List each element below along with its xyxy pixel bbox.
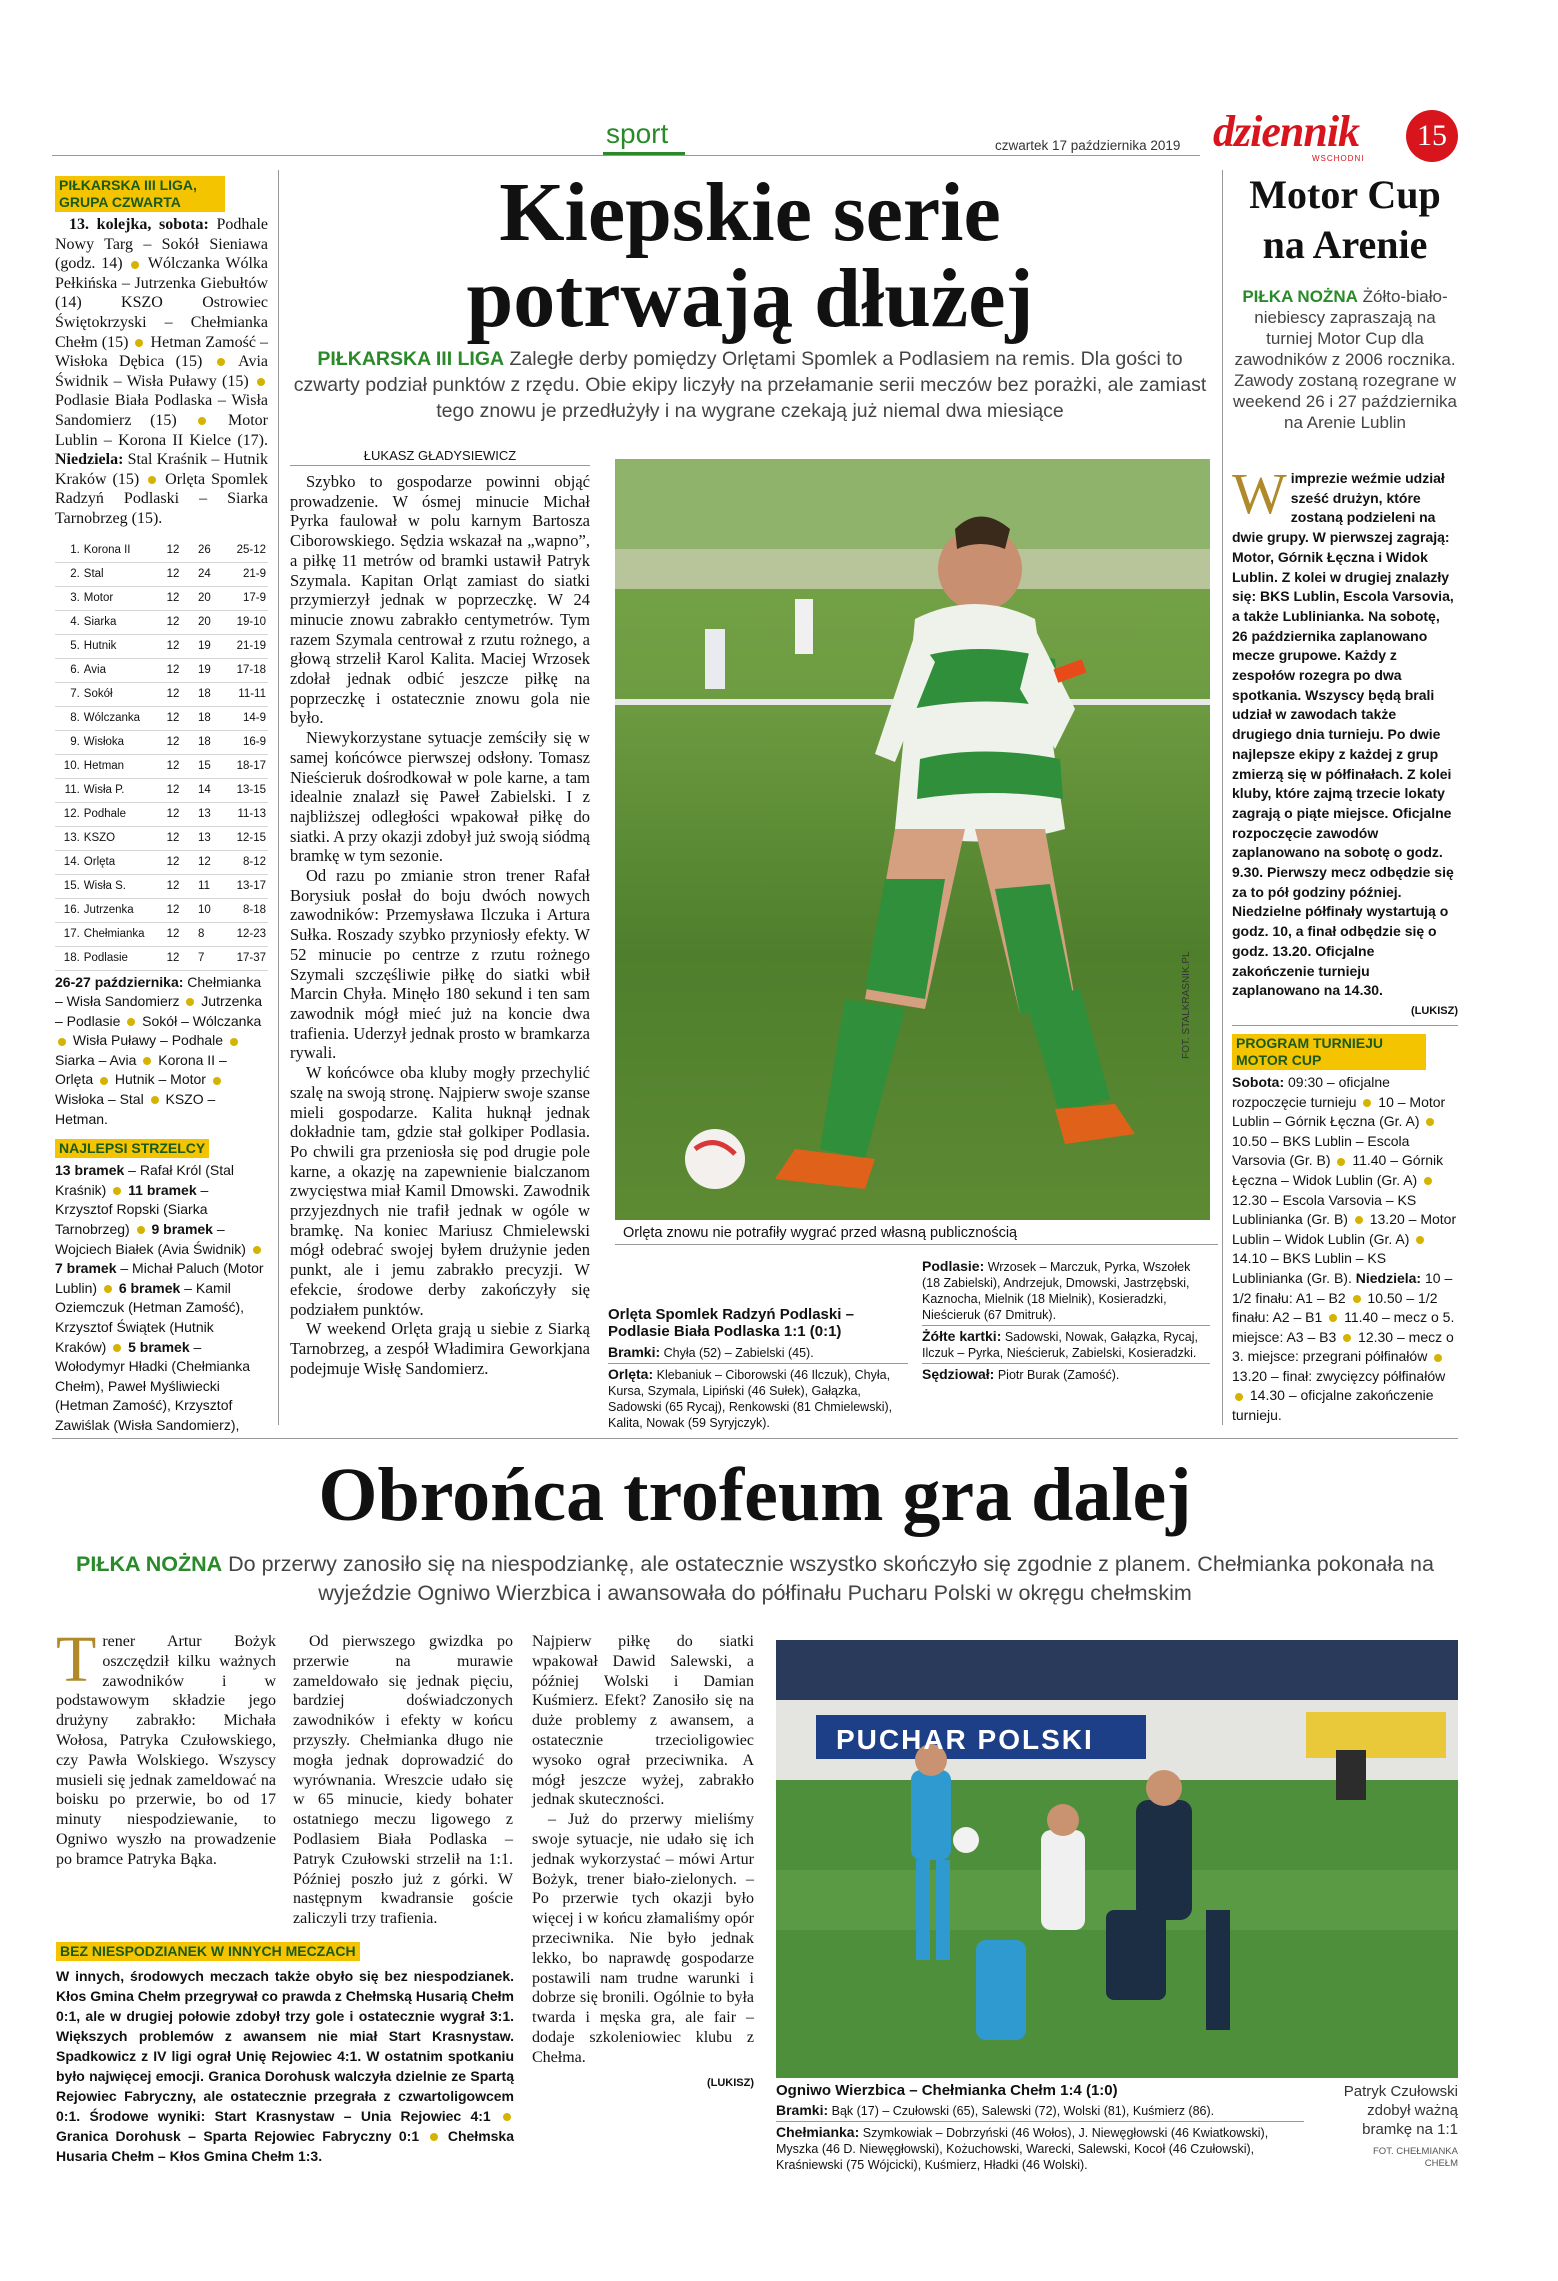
table-row — [55, 826, 268, 850]
next-round-label: 26-27 października: — [55, 973, 184, 990]
table-cell-pos: 12. — [55, 802, 82, 826]
bullet-dot-icon — [127, 1018, 135, 1026]
bullet-dot-icon — [113, 1187, 121, 1195]
second-lineup-label: Chełmianka: — [776, 2124, 860, 2140]
table-row — [55, 539, 268, 563]
table-cell-m: 12 — [165, 539, 196, 563]
match-goals — [608, 1340, 908, 1364]
player-illustration — [615, 459, 1210, 1220]
table-cell-pos: 14. — [55, 850, 82, 874]
table-cell-pts: 12 — [196, 850, 227, 874]
table-cell-pos: 16. — [55, 898, 82, 922]
podlasie-lineup — [922, 1258, 1210, 1323]
fixtures-text: Podhale Nowy Targ – Sokół Sieniawa (godz. 14) Wólczanka Wólka Pełkińska – Jutrzenka Giebułtów (14) KSZO Ostrowiec Świętokrzyski – Chełmianka Chełm (15) Hetman Zamość – Wisłoka Dębica (15) Avia Świdnik – Wisła Puławy (15) Podlasie Biała Podlaska – Wisła Sandomierz (15) Motor Lublin – Korona II Kielce (17). — [55, 216, 269, 449]
paragraph: Niewykorzystane sytuacje zemściły się w samej końcówce pierwszej odsłony. Tomasz Nieścieruk dośrodkował w pole karne, a tam idealnie znalazł się Paweł Zabielski. I z najbliższej odległości wpakował piłkę do siatki. A przy okazji zdobył już swoją siódmą bramkę w tym sezonie. — [290, 728, 590, 866]
second-col-3b: – Już do przerwy mieliśmy swoje sytuacje, nie udało się ich jednak wykorzystać – mówi Artur Bożyk, trener biało-zielonych. – Po przerwie tych okazji było więcej i w końcu złamaliśmy opór przeciwnika. Nie było jednak lekko, bo naprawdę gospodarze postawili nam trudne warunki i dobrze się bronili. Ogólnie to była twarda i męska gra, ale fair – dodaje szkoleniowiec klubu z Chełma. — [532, 1811, 754, 2066]
cards — [922, 1325, 1210, 1361]
bullet-dot-icon — [151, 1096, 159, 1104]
second-dropcap: T — [56, 1623, 97, 1696]
table-cell-team: Wisła S. — [82, 874, 165, 898]
table-cell-pts: 15 — [196, 754, 227, 778]
bullet-dot-icon — [135, 339, 143, 347]
section-rule — [52, 1438, 1458, 1439]
scorers-6-label: 6 bramek — [118, 1279, 181, 1296]
bullet-dot-icon — [1424, 1177, 1432, 1185]
table-row — [55, 562, 268, 586]
table-cell-m: 12 — [165, 610, 196, 634]
table-cell-goals: 18-17 — [227, 754, 268, 778]
column-rule — [278, 170, 279, 1425]
bullet-dot-icon — [1434, 1354, 1442, 1362]
table-cell-pos: 9. — [55, 730, 82, 754]
article-col-2 — [608, 1258, 908, 1431]
motor-title-2: na Arenie — [1262, 222, 1428, 267]
table-cell-pos: 1. — [55, 539, 82, 563]
table-cell-m: 12 — [165, 946, 196, 970]
table-cell-pos: 18. — [55, 946, 82, 970]
table-cell-m: 12 — [165, 898, 196, 922]
other-matches-body: W innych, środowych meczach także obyło się bez niespodzianek. Kłos Gmina Chełm przegrywał co prawda z Chełmską Husarią Chełm 0:1, ale w drugiej połowie zdobył trzy gole i ostatecznie wygrał 3:1. Większych problemów z awansem nie miał Start Krasnystaw. Spadkowicz z IV ligi ograł Unię Rejowiec 4:1. W ostatnim spotkaniu było najwięcej emocji. Granica Dorohusk walczyła dzielnie ze Spartą Rejowiec Fabryczny, ale ostatecznie przegrała z czwartoligowcem 0:1. — [56, 1968, 514, 2124]
orleta-lineup — [608, 1364, 908, 1431]
main-photo — [615, 459, 1210, 1220]
table-cell-pos: 6. — [55, 658, 82, 682]
second-match-goals — [776, 2100, 1304, 2122]
goals-text: Chyła (52) – Zabielski (45). — [663, 1346, 814, 1360]
table-cell-goals: 12-15 — [227, 826, 268, 850]
table-row — [55, 610, 268, 634]
issue-date: czwartek 17 października 2019 — [995, 138, 1181, 153]
table-cell-pos: 11. — [55, 778, 82, 802]
table-cell-pts: 14 — [196, 778, 227, 802]
table-cell-team: Hutnik — [82, 634, 165, 658]
second-lineup-text: Szymkowiak – Dobrzyński (46 Wołos), J. Niewęgłowski (46 Kwiatkowski), Myszka (46 D. Niewęgłowski), Kożuchowski, Warecki, Salewski, Kocoł (46 Czułowski), Kraśniewski (75 Wójcicki), Kuśmierz, Hładki (46 Wolski). — [776, 2126, 1269, 2172]
table-row — [55, 586, 268, 610]
table-row — [55, 874, 268, 898]
table-cell-team: Stal — [82, 562, 165, 586]
bullet-dot-icon — [113, 1344, 121, 1352]
table-cell-team: Chełmianka — [82, 922, 165, 946]
table-row — [55, 898, 268, 922]
article-lead — [290, 346, 1210, 424]
main-photo-credit: FOT. STALKRASNIK.PL — [1181, 951, 1192, 1059]
second-goals-text: Bąk (17) – Czułowski (65), Salewski (72), Wolski (81), Kuśmierz (86). — [831, 2104, 1215, 2118]
second-col-2-text: Od pierwszego gwizdka po przerwie na murawie zameldowało się jednak pięciu, bardziej doświadczonych zawodników i efekty w końcu przyszły. Chełmianka długo nie mogła jednak doprowadzić do wyrównania. Wreszcie udało się w 65 minucie, kiedy bohater ostatniego meczu ligowego z Podlasiem Biała Podlaska – Patryk Czułowski strzelił na 1:1. Później poszło już z górki. W następnym kwadransie goście zaliczyli trzy trafienia. — [293, 1633, 513, 1928]
bullet-dot-icon — [1329, 1314, 1337, 1322]
left-sidebar — [55, 176, 268, 1436]
table-cell-pts: 18 — [196, 730, 227, 754]
table-cell-m: 12 — [165, 922, 196, 946]
table-cell-goals: 11-13 — [227, 802, 268, 826]
bullet-dot-icon — [217, 358, 225, 366]
match-title: Orlęta Spomlek Radzyń Podlaski – Podlasie Biała Podlaska 1:1 (0:1) — [608, 1306, 854, 1340]
bullet-dot-icon — [1235, 1393, 1243, 1401]
second-lead-text: Do przerwy zanosiło się na niespodziankę, ale ostatecznie wszystko skończyło się zgodnie z planem. Chełmianka pokonała na wyjeździe Ogniwo Wierzbica i awansowała do półfinału Pucharu Polski w okręgu chełmskim — [228, 1552, 1434, 1605]
table-cell-team: Motor — [82, 586, 165, 610]
second-lineup — [776, 2122, 1304, 2173]
table-cell-pts: 20 — [196, 586, 227, 610]
table-cell-goals: 19-10 — [227, 610, 268, 634]
table-cell-pts: 19 — [196, 658, 227, 682]
table-cell-team: Wisłoka — [82, 730, 165, 754]
table-cell-m: 12 — [165, 658, 196, 682]
table-cell-pts: 11 — [196, 874, 227, 898]
bullet-dot-icon — [1353, 1295, 1361, 1303]
scorers — [55, 1161, 268, 1435]
table-cell-goals: 8-12 — [227, 850, 268, 874]
article-title-2: potrwają dłużej — [466, 252, 1034, 345]
bullet-dot-icon — [1416, 1236, 1424, 1244]
scorers-tag: NAJLEPSI STRZELCY — [55, 1139, 209, 1158]
column-rule — [1222, 170, 1223, 1425]
bullet-dot-icon — [198, 417, 206, 425]
other-matches-tag: BEZ NIESPODZIANEK W INNYCH MECZACH — [56, 1942, 360, 1961]
scorers-6: – Kamil Oziemczuk (Hetman Zamość), Krzysztof Świątek (Hutnik Kraków) — [55, 1279, 245, 1355]
scorers-5-label: 5 bramek — [128, 1338, 190, 1355]
table-cell-team: KSZO — [82, 826, 165, 850]
table-cell-goals: 13-15 — [227, 778, 268, 802]
scorers-9-label: 9 bramek — [151, 1221, 213, 1238]
motor-dropcap: W — [1232, 461, 1287, 526]
table-cell-goals: 16-9 — [227, 730, 268, 754]
motor-body-text: imprezie weźmie udział sześć drużyn, które zostaną podzieleni na dwie grupy. W pierwszej zagrają: Motor, Górnik Łęczna i Widok Lublin. Z kolei w drugiej znalazły się: BKS Lublin, Escola Varsovia, a także Lublinianka. Na sobotę, 26 października zaplanowano mecze grupowe. Każdy z zespołów rozegra po dwa spotkania. Wszyscy będą brali udział w zawodach także drugiego dnia turnieju. Po dwie najlepsze ekipy z każdej z grup zmierzą się w półfinałach. Z kolei kluby, które zajmą trzecie lokaty zagrają o piąte miejsce. Oficjalne rozpoczęcie zawodów zaplanowano na sobotę o godz. 9.30. Pierwszy mecz odbędzie się za to pół godziny później. Niedzielne półfinały wystartują o godz. 10, a finał odbędzie się o godz. 13.20. Oficjalne zakończenie turnieju zaplanowano na 14.30. — [1232, 470, 1454, 999]
table-cell-pos: 15. — [55, 874, 82, 898]
second-photo-credit: FOT. CHEŁMIANKA CHEŁM — [1373, 2146, 1458, 2169]
table-row — [55, 706, 268, 730]
table-cell-goals: 17-9 — [227, 586, 268, 610]
motor-title-1: Motor Cup — [1249, 172, 1441, 217]
second-lead — [52, 1550, 1458, 1608]
bullet-dot-icon — [1355, 1216, 1363, 1224]
table-cell-team: Hetman — [82, 754, 165, 778]
other-matches-text — [56, 1966, 514, 2166]
table-cell-pts: 8 — [196, 922, 227, 946]
results-text: Start Krasnystaw – Unia Rejowiec 4:1 Granica Dorohusk – Sparta Rejowiec Fabryczny 0:1 Chełmska Husaria Chełm – Kłos Gmina Chełm 1:3. — [56, 2108, 514, 2164]
league-table — [55, 539, 268, 971]
table-cell-pts: 18 — [196, 682, 227, 706]
bullet-dot-icon — [100, 1077, 108, 1085]
table-cell-pos: 10. — [55, 754, 82, 778]
motor-lead-text: Żółto-biało-niebiescy zapraszają na turniej Motor Cup dla zawodników z 2006 rocznika. Zawody zostaną rozegrane w weekend 26 i 27 października na Arenie Lublin — [1233, 287, 1457, 432]
paragraph: Od razu po zmianie stron trener Rafał Borysiuk posłał do boju dwóch nowych zawodników: Przemysława Ilczuka i Artura Sułka. Roszady szybko przyniosły efekty. W 52 minucie po centrze z rzutu rożnego Szymali szczęśliwie piłkę do siatki wbił Marcin Chyła. Minęło 180 sekund i ten sam zawodnik mógł mieć już na koncie dwa trafienia. Uderzył jednak prosto w bramkarza rywali. — [290, 866, 590, 1063]
table-cell-m: 12 — [165, 802, 196, 826]
second-title: Obrońca trofeum gra dalej — [318, 1453, 1192, 1537]
article-col-3 — [922, 1258, 1210, 1383]
bullet-dot-icon — [1363, 1099, 1371, 1107]
bullet-dot-icon — [131, 261, 139, 269]
table-cell-pts: 26 — [196, 539, 227, 563]
table-cell-pos: 13. — [55, 826, 82, 850]
motor-lead — [1232, 286, 1458, 433]
scorers-9: – Wojciech Białek (Avia Świdnik) — [55, 1221, 264, 1257]
bullet-dot-icon — [430, 2133, 438, 2141]
bullet-dot-icon — [253, 1246, 261, 1254]
author: ŁUKASZ GŁADYSIEWICZ — [290, 448, 590, 466]
second-signature: (LUKISZ) — [706, 2076, 754, 2089]
second-lead-tag: PIŁKA NOŻNA — [76, 1552, 223, 1576]
table-row — [55, 682, 268, 706]
table-cell-goals: 14-9 — [227, 706, 268, 730]
table-cell-m: 12 — [165, 706, 196, 730]
table-cell-pts: 18 — [196, 706, 227, 730]
bullet-dot-icon — [58, 1038, 66, 1046]
scorers-5: – Wołodymyr Hładki (Chełmianka Chełm), Paweł Myśliwiecki (Hetman Zamość), Krzysztof Zawiślak (Wisła Sandomierz), — [55, 1338, 251, 1433]
second-col-1 — [56, 1623, 276, 1870]
table-cell-m: 12 — [165, 754, 196, 778]
second-col-3 — [532, 1632, 754, 2093]
scorers-7: – Michał Paluch (Motor Lublin) — [55, 1260, 264, 1296]
table-cell-goals: 13-17 — [227, 874, 268, 898]
article-title-1: Kiepskie serie — [499, 166, 1001, 259]
table-cell-m: 12 — [165, 586, 196, 610]
article-body-1 — [290, 472, 590, 1378]
bullet-dot-icon — [148, 476, 156, 484]
lead-tag: PIŁKARSKA III LIGA — [317, 348, 505, 370]
lead-text: Zaległe derby pomiędzy Orlętami Spomlek a Podlasiem na remis. Dla gości to czwarty podział punktów z rzędu. Obie ekipy liczyły na przełamanie serii meczów bez porażki, ale zamiast tego znowu je przedłużyły i na wygrane czekają już niemal dwa miesiące — [293, 348, 1207, 422]
table-cell-pos: 4. — [55, 610, 82, 634]
next-round-text: Chełmianka – Wisła Sandomierz Jutrzenka – Podlasie Sokół – Wólczanka Wisła Puławy – Podhale Siarka – Avia Korona II – Orlęta Hutnik – Motor Wisłoka – Stal KSZO – Hetman. — [55, 973, 262, 1127]
second-photo-caption: Patryk Czułowski zdobył ważną bramkę na 1:1 — [1343, 2083, 1458, 2138]
motor-lead-tag: PIŁKA NOŻNA — [1242, 287, 1358, 306]
second-match-title: Ogniwo Wierzbica – Chełmianka Chełm 1:4 (1:0) — [776, 2082, 1118, 2099]
table-cell-team: Jutrzenka — [82, 898, 165, 922]
table-cell-team: Wisła P. — [82, 778, 165, 802]
table-cell-pts: 13 — [196, 802, 227, 826]
header-rule — [52, 155, 1200, 156]
league-tag: PIŁKARSKA III LIGA, GRUPA CZWARTA — [55, 176, 225, 212]
table-cell-goals: 11-11 — [227, 682, 268, 706]
table-cell-pts: 20 — [196, 610, 227, 634]
table-cell-pts: 19 — [196, 634, 227, 658]
bullet-dot-icon — [143, 1057, 151, 1065]
table-cell-goals: 8-18 — [227, 898, 268, 922]
second-col-2 — [293, 1632, 513, 1929]
table-cell-pos: 17. — [55, 922, 82, 946]
page-number: 15 — [1406, 110, 1458, 162]
table-cell-team: Sokół — [82, 682, 165, 706]
table-cell-pts: 7 — [196, 946, 227, 970]
table-cell-goals: 12-23 — [227, 922, 268, 946]
section-label: sport — [606, 118, 669, 149]
fixtures — [55, 215, 268, 529]
table-cell-pts: 24 — [196, 562, 227, 586]
second-photo — [776, 1640, 1458, 2078]
table-cell-pts: 10 — [196, 898, 227, 922]
program-tag: PROGRAM TURNIEJU MOTOR CUP — [1232, 1034, 1426, 1070]
other-matches-box — [56, 1942, 514, 2166]
table-cell-team: Podlasie — [82, 946, 165, 970]
table-cell-team: Siarka — [82, 610, 165, 634]
table-row — [55, 730, 268, 754]
table-cell-team: Orlęta — [82, 850, 165, 874]
bullet-dot-icon — [186, 998, 194, 1006]
table-row — [55, 754, 268, 778]
podlasie-label: Podlasie: — [922, 1258, 985, 1274]
logo: dziennik — [1213, 107, 1360, 156]
table-cell-m: 12 — [165, 778, 196, 802]
table-cell-goals: 17-37 — [227, 946, 268, 970]
second-col-1-text: rener Artur Bożyk oszczędził kilku ważnych zawodników i w podstawowym składzie jego drużyny zabrakło: Michała Wołosa, Patryka Czułowskiego, czy Pawła Wolskiego. Wszyscy musieli się jednak zameldować na boisku po przerwie, bo od 17 minuty niespodziewanie, to Ogniwo wyszło na prowadzenie po bramce Patryka Bąka. — [56, 1633, 276, 1868]
cards-label: Żółte kartki: — [922, 1328, 1002, 1344]
table-row — [55, 778, 268, 802]
bullet-dot-icon — [104, 1285, 112, 1293]
table-row — [55, 850, 268, 874]
table-row — [55, 946, 268, 970]
table-cell-pos: 3. — [55, 586, 82, 610]
second-goals-label: Bramki: — [776, 2102, 829, 2118]
table-cell-m: 12 — [165, 826, 196, 850]
right-sidebar — [1232, 170, 1458, 1426]
motor-signature: (LUKISZ) — [1410, 1004, 1458, 1017]
table-row — [55, 922, 268, 946]
second-match-box — [776, 2082, 1304, 2173]
bullet-dot-icon — [257, 378, 265, 386]
saturday-label: Sobota: — [1232, 1073, 1285, 1090]
table-row — [55, 658, 268, 682]
sunday-text: 10 – 1/2 finału: A1 – B2 10.50 – 1/2 finału: A2 – B1 11.40 – mecz o 5. miejsce: A3 – B3 12.30 – mecz o 3. miejsce: przegrani półfinałów 13.20 – finał: zwycięzcy półfinałów 14.30 – oficjalne zakończenie turnieju. — [1232, 1269, 1455, 1424]
article-col-1 — [290, 448, 590, 1378]
referee-text: Piotr Burak (Zamość). — [997, 1368, 1120, 1382]
table-cell-m: 12 — [165, 634, 196, 658]
table-cell-goals: 25-12 — [227, 539, 268, 563]
orleta-label: Orlęta: — [608, 1366, 654, 1382]
table-cell-pts: 13 — [196, 826, 227, 850]
bullet-dot-icon — [213, 1077, 221, 1085]
table-cell-goals: 21-9 — [227, 562, 268, 586]
table-row — [55, 802, 268, 826]
logo-sub: WSCHODNI — [1312, 154, 1365, 163]
podlasie-text: Wrzosek – Marczuk, Pyrka, Wszołek (18 Zabielski), Andrzejuk, Dmowski, Jastrzębski, Kaznocha, Mielnik (18 Mielnik), Kosieradzki, Nieścieruk (67 Dmitruk). — [922, 1260, 1191, 1322]
table-cell-m: 12 — [165, 682, 196, 706]
table-row — [55, 634, 268, 658]
paragraph: W końcówce oba kluby mogły przechylić szalę na swoją stronę. Najpierw swoje szanse mieli gospodarze. Kalita huknął jednak dokładnie tam, gdzie stał golkiper Podlasia. Po chwili gra przeniosła się pod drugie pole karne, a okazję na zapewnienie bialczanom zwycięstwa miał Kamil Dmowski. Zawodnik przyjezdnych nie trafił jednak w ogóle w bramkę. Na koniec Mariusz Chmielewski mógł odebrać swojej byłem drużynie jeden punkt, ale i jemu zabrakło precyzji. W efekcie, środowe derby zakończyły się podziałem punktów. — [290, 1063, 590, 1319]
bullet-dot-icon — [1343, 1334, 1351, 1342]
table-cell-pos: 2. — [55, 562, 82, 586]
table-cell-m: 12 — [165, 850, 196, 874]
table-cell-team: Korona II — [82, 539, 165, 563]
match-illustration — [776, 1640, 1458, 2078]
bullet-dot-icon — [137, 1226, 145, 1234]
referee-label: Sędziował: — [922, 1366, 995, 1382]
table-cell-m: 12 — [165, 730, 196, 754]
table-cell-goals: 21-19 — [227, 634, 268, 658]
orleta-text: Klebaniuk – Ciborowski (46 Ilczuk), Chyła, Kursa, Szymala, Lipiński (46 Sułek), Gałązka, Sadowski (65 Rycaj), Renkowski (81 Chmielewski), Kalita, Nowak (59 Syryjczyk). — [608, 1368, 893, 1430]
table-cell-goals: 17-18 — [227, 658, 268, 682]
main-photo-caption: Orlęta znowu nie potrafiły wygrać przed własną publicznością — [615, 1225, 1218, 1245]
table-cell-team: Avia — [82, 658, 165, 682]
banner-text: PUCHAR POLSKI — [836, 1724, 1094, 1755]
scorers-13: – Rafał Król (Stal Kraśnik) — [55, 1162, 234, 1198]
bullet-dot-icon — [1337, 1158, 1345, 1166]
table-cell-pos: 7. — [55, 682, 82, 706]
fixtures-sunday: Stal Kraśnik – Hutnik Kraków (15) Orlęta Spomlek Radzyń Podlaski – Siarka Tarnobrzeg (15). — [55, 451, 269, 527]
referee — [922, 1363, 1210, 1383]
scorers-13-label: 13 bramek — [55, 1162, 125, 1179]
bullet-dot-icon — [503, 2113, 511, 2121]
goals-label: Bramki: — [608, 1344, 661, 1360]
second-col-3a: Najpierw piłkę do siatki wpakował Dawid Salewski, a później Wolski i Damian Kuśmierz. Efekt? Zanosiło się na duże problemy z awansem, a ostatecznie trzecioligowiec wysoko ograł przeciwnika. A mógł jeszcze wyżej, zabrakło jednak skuteczności. — [532, 1633, 754, 1809]
table-cell-team: Wólczanka — [82, 706, 165, 730]
fixtures-intro: 13. kolejka, sobota: — [69, 216, 209, 233]
table-cell-pos: 5. — [55, 634, 82, 658]
next-round — [55, 973, 268, 1130]
scorers-11-label: 11 bramek — [128, 1181, 197, 1198]
paragraph: W weekend Orlęta grają u siebie z Siarką Tarnobrzeg, a zespół Władimira Geworkjana podejmuje Wisłę Sandomierz. — [290, 1319, 590, 1378]
program — [1232, 1073, 1458, 1426]
sunday-label: Niedziela: — [1355, 1269, 1422, 1286]
paragraph: Szybko to gospodarze powinni objąć prowadzenie. W ósmej minucie Michał Pyrka faulował w polu karnym Bartosza Ciborowskiego. Sędzia wskazał na „wapno”, a piłkę 11 metrów od bramki ustawił Patryk Szymala. Kapitan Orląt zamiast do siatki przymierzył jednak w poprzeczkę. W 24 minucie znowu zabrakło centymetrów. Tym razem Szymala centrował z rzutu rożnego, a głową strzelił Karol Kalita. Maciej Wrzosek zdołał jednak odbić jeszcze piłkę na poprzeczkę i ostatecznie znowu gola nie było. — [290, 472, 590, 728]
bullet-dot-icon — [230, 1038, 238, 1046]
table-cell-m: 12 — [165, 874, 196, 898]
table-cell-m: 12 — [165, 562, 196, 586]
results-label: Środowe wyniki: — [89, 2108, 206, 2124]
motor-body — [1232, 461, 1458, 1001]
cards-text: Sadowski, Nowak, Gałązka, Rycaj, Ilczuk – Pyrka, Nieścieruk, Zabielski, Kosieradzki. — [922, 1330, 1198, 1360]
table-cell-pos: 8. — [55, 706, 82, 730]
fixtures-sunday-label: Niedziela: — [55, 451, 124, 469]
scorers-7-label: 7 bramek — [55, 1260, 117, 1277]
scorers-11: – Krzysztof Ropski (Siarka Tarnobrzeg) — [55, 1181, 209, 1238]
table-cell-team: Podhale — [82, 802, 165, 826]
bullet-dot-icon — [1426, 1118, 1434, 1126]
saturday-text: 09:30 – oficjalne rozpoczęcie turnieju 10 – Motor Lublin – Górnik Łęczna (Gr. A) 10.50 – BKS Lublin – Escola Varsovia (Gr. B) 11.40 – Górnik Łęczna – Widok Lublin (Gr. A) 12.30 – Escola Varsovia – KS Lublinianka (Gr. B) 13.20 – Motor Lublin – Widok Lublin (Gr. A) 14.10 – BKS Lublin – KS Lublinianka (Gr. B). — [1232, 1073, 1457, 1286]
